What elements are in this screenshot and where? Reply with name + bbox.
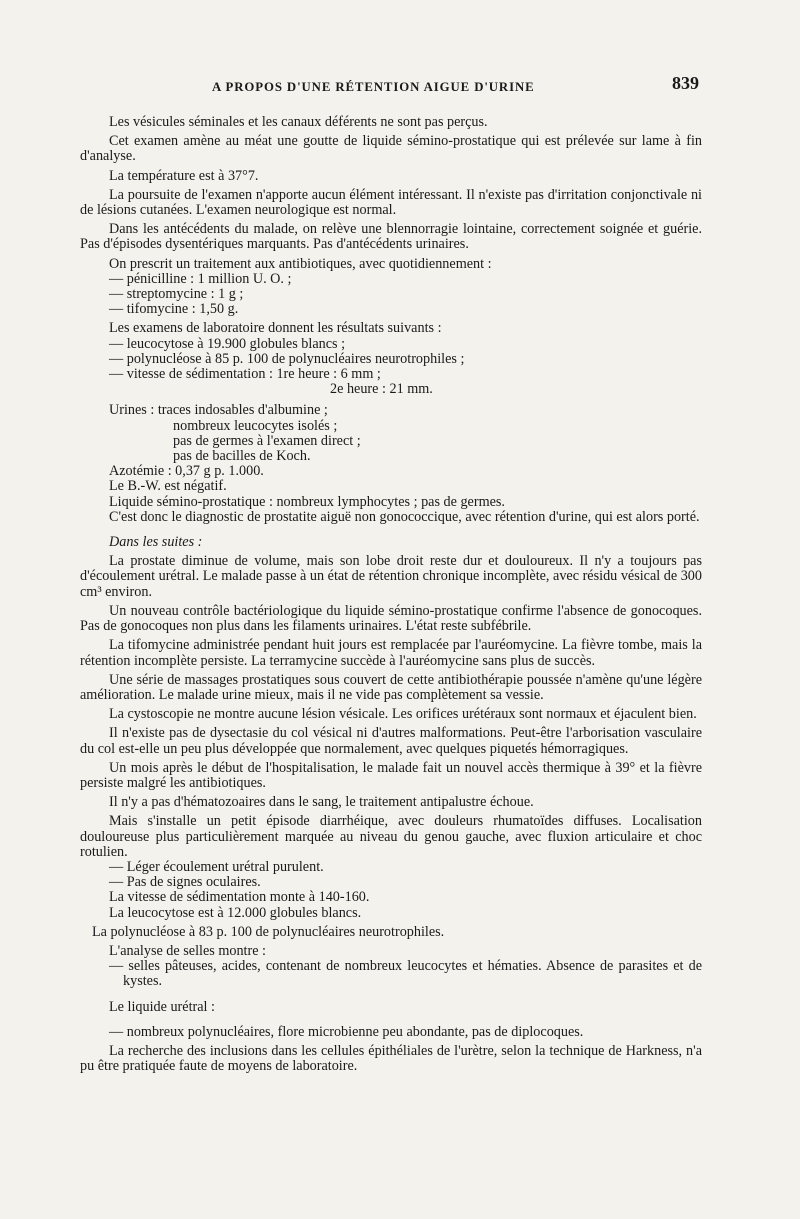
section-heading: Dans les suites :	[109, 534, 203, 551]
list-item: — streptomycine : 1 g ;	[109, 286, 244, 303]
paragraph: L'analyse de selles montre :	[109, 942, 266, 959]
paragraph: Un mois après le début de l'hospitalisation, le malade fait un nouvel accès thermique à 39° et la fièvre persiste malgré les antibiotiques.	[80, 759, 702, 791]
liquide-line: Liquide sémino-prostatique : nombreux lymphocytes ; pas de germes.	[109, 493, 505, 510]
body-text	[80, 115, 702, 1078]
paragraph: Il n'y a pas d'hématozoaires dans le sang, le traitement antipalustre échoue.	[109, 794, 534, 811]
list-item: — pénicilline : 1 million U. O. ;	[109, 270, 292, 287]
paragraph: Les examens de laboratoire donnent les résultats suivants :	[109, 320, 442, 337]
list-item: — polynucléose à 85 p. 100 de polynucléaires neurotrophiles ;	[109, 350, 465, 367]
paragraph: Mais s'installe un petit épisode diarrhéique, avec douleurs rhumatoïdes diffuses. Localisation douloureuse plus particulièrement marquée au niveau du genou gauche, avec fluxion articulaire et choc rotulien.	[80, 813, 702, 860]
list-item: — selles pâteuses, acides, contenant de nombreux leucocytes et hématies. Absence de parasites et de kystes.	[109, 958, 702, 990]
list-item: — nombreux polynucléaires, flore microbienne peu abondante, pas de diplocoques.	[109, 1023, 584, 1040]
list-item: La vitesse de sédimentation monte à 140-160.	[109, 889, 370, 906]
list-item: pas de bacilles de Koch.	[173, 448, 311, 465]
paragraph: La prostate diminue de volume, mais son lobe droit reste dur et douloureux. Il n'y a toujours pas d'écoulement urétral. Le malade passe à un état de rétention chronique incomplète, avec résidu vésical de 300 cm³ environ.	[80, 553, 702, 600]
paragraph: La tifomycine administrée pendant huit jours est remplacée par l'auréomycine. La fièvre tombe, mais la rétention incomplète persiste. La terramycine succède à l'auréomycine sans plus de succès.	[80, 637, 702, 669]
running-title: A PROPOS D'UNE RÉTENTION AIGUE D'URINE	[212, 80, 535, 94]
page-number: 839	[672, 73, 699, 93]
list-item: pas de germes à l'examen direct ;	[173, 432, 361, 449]
paragraph: On prescrit un traitement aux antibiotiques, avec quotidiennement :	[109, 255, 492, 272]
paragraph: C'est donc le diagnostic de prostatite aiguë non gonococcique, avec rétention d'urine, qui est alors porté.	[109, 508, 700, 525]
paragraph: La cystoscopie ne montre aucune lésion vésicale. Les orifices urétéraux sont normaux et éjaculent bien.	[109, 706, 697, 723]
paragraph: La recherche des inclusions dans les cellules épithéliales de l'urètre, selon la technique de Harkness, n'a pu être pratiquée faute de moyens de laboratoire.	[80, 1042, 702, 1075]
paragraph: La température est à 37°7.	[109, 167, 259, 184]
urines-label: Urines : traces indosables d'albumine ;	[109, 402, 328, 419]
page-header	[0, 73, 800, 96]
paragraph: Cet examen amène au méat une goutte de liquide sémino-prostatique qui est prélevée sur lame à fin d'analyse.	[80, 133, 702, 165]
bw-line: Le B.-W. est négatif.	[109, 478, 227, 495]
paragraph: La polynucléose à 83 p. 100 de polynucléaires neurotrophiles.	[92, 923, 445, 940]
list-item: La leucocytose est à 12.000 globules blancs.	[109, 904, 362, 921]
paragraph: La poursuite de l'examen n'apporte aucun élément intéressant. Il n'existe pas d'irritation conjonctivale ni de lésions cutanées. L'examen neurologique est normal.	[80, 186, 702, 219]
list-item: — Pas de signes oculaires.	[109, 874, 261, 891]
list-item: — Léger écoulement urétral purulent.	[109, 858, 324, 875]
list-item: 2e heure : 21 mm.	[330, 381, 433, 398]
paragraph: Dans les antécédents du malade, on relève une blennorragie lointaine, correctement soignée et guérie. Pas d'épisodes dysentériques marquants. Pas d'antécédents urinaires.	[80, 221, 702, 253]
paragraph: Il n'existe pas de dysectasie du col vésical ni d'autres malformations. Peut-être l'arborisation vasculaire du col est-elle un peu plus développée que normalement, avec quelques piquetés hémorragiques.	[80, 725, 702, 757]
azotemie-line: Azotémie : 0,37 g p. 1.000.	[109, 463, 264, 480]
paragraph: Les vésicules séminales et les canaux déférents ne sont pas perçus.	[109, 114, 488, 130]
list-item: — vitesse de sédimentation : 1re heure : 6 mm ;	[109, 366, 381, 383]
list-item: — leucocytose à 19.900 globules blancs ;	[109, 335, 346, 352]
paragraph: Une série de massages prostatiques sous couvert de cette antibiothérapie poussée n'amène qu'une légère amélioration. Le malade urine mieux, mais il ne vide pas complètement sa vessie.	[80, 671, 702, 703]
paragraph: Un nouveau contrôle bactériologique du liquide sémino-prostatique confirme l'absence de gonocoques. Pas de gonocoques non plus dans les filaments urinaires. L'état reste subfébrile.	[80, 602, 702, 635]
list-item: — tifomycine : 1,50 g.	[109, 301, 239, 318]
paragraph: Le liquide urétral :	[109, 998, 215, 1015]
list-item: nombreux leucocytes isolés ;	[173, 417, 338, 434]
